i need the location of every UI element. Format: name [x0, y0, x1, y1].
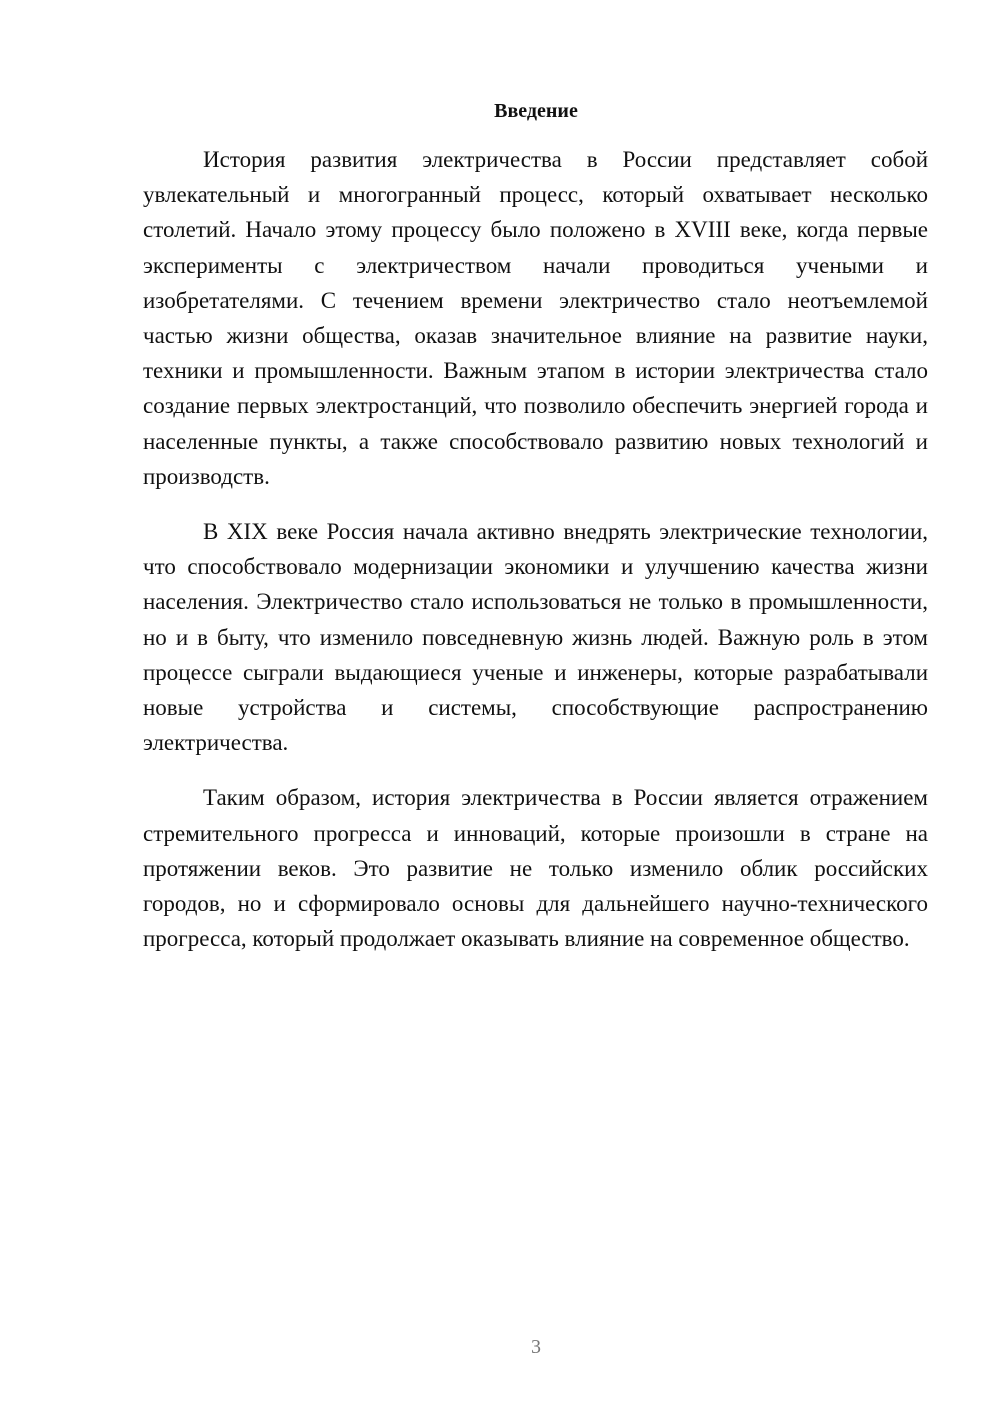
paragraph-conclusion: Таким образом, история электричества в России является отражением стремительного прогресса и инноваций, которые произошли в стране на протяжении веков. Это развитие не только изменило облик российских городов, но и сформировало основы для дальнейшего научно-технического прогресса, который продолжает оказывать влияние на современное общество. [143, 785, 928, 952]
page-title: Введение [494, 100, 578, 122]
page-number: 3 [531, 1336, 541, 1358]
paragraph-intro: История развития электричества в России представляет собой увлекательный и многогранный процесс, который охватывает несколько столетий. Начало этому процессу было положено в XVIII веке, когда первые эксперименты с электричеством начали проводиться учеными и изобретателями. С течением времени электричество стало неотъемлемой частью жизни общества, оказав значительное влияние на развитие науки, техники и промышленности. Важным этапом в истории электричества стало создание первых электростанций, что позволило обеспечить энергией города и населенные пункты, а также способствовало развитию новых технологий и производств. [143, 147, 928, 489]
paragraph-19th-century: В XIX веке Россия начала активно внедрять электрические технологии, что способствовало модернизации экономики и улучшению качества жизни населения. Электричество стало использоваться не только в промышленности, но и в быту, что изменило повседневную жизнь людей. Важную роль в этом процессе сыграли выдающиеся ученые и инженеры, которые разрабатывали новые устройства и системы, способствующие распространению электричества. [143, 519, 928, 756]
body-text [143, 142, 928, 956]
